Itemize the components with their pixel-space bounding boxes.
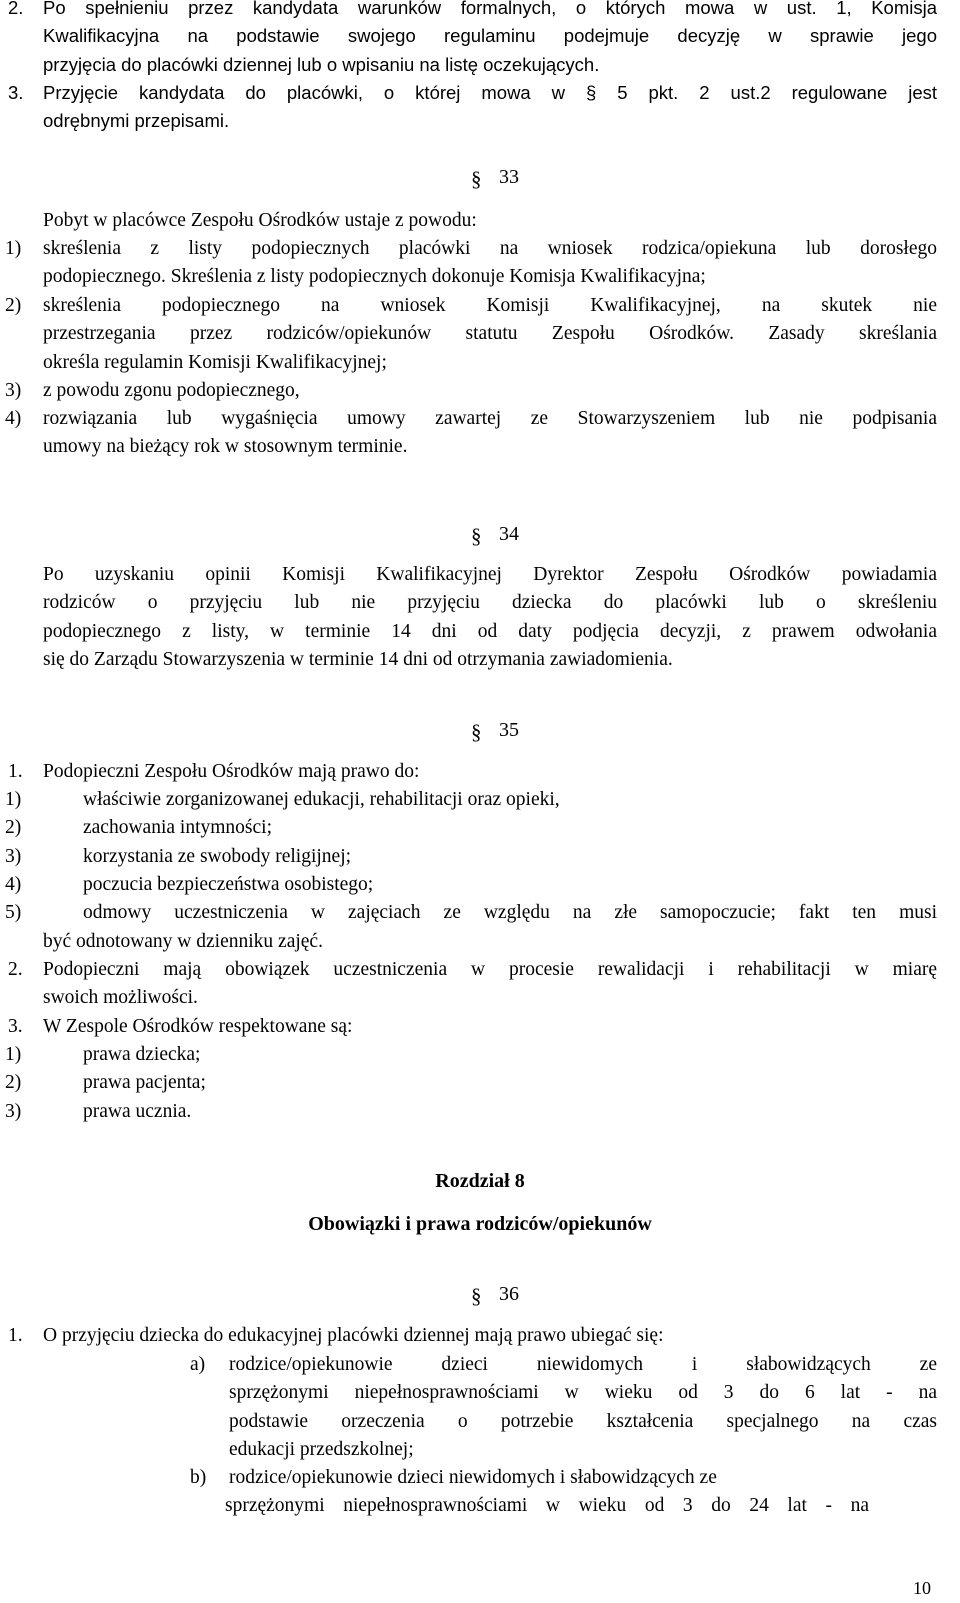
list-item: prawa dziecka; (83, 1044, 201, 1065)
list-number: 1) (5, 789, 22, 810)
list-item: skreślenia podopiecznego na wniosek Komisji Kwalifikacyjnej, na skutek nie przestrzegania przez rodziców/opiekunów statutu Zespołu Ośrodków. Zasady skreślania określa regulamin Komisji Kwalifikacyjnej; (43, 295, 937, 373)
list-item: odmowy uczestniczenia w zajęciach ze względu na złe samopoczucie; fakt ten musi (83, 902, 937, 923)
list-number: 3) (5, 380, 22, 401)
item-3-text (43, 79, 937, 136)
list-item: korzystania ze swobody religijnej; (83, 846, 352, 867)
list-item: skreślenia z listy podopiecznych placówki na wniosek rodzica/opiekuna lub dorosłego podopiecznego. Skreślenia z listy podopiecznych dokonuje Komisja Kwalifikacyjna; (43, 238, 937, 288)
section-34: Po uzyskaniu opinii Komisji Kwalifikacyjnej Dyrektor Zespołu Ośrodków powiadamia rodziców o przyjęciu lub nie przyjęciu dziecka do placówki lub o skreśleniu podopiecznego z listy, w terminie 14 dni od daty podjęcia decyzji, z prawem odwołania się do Zarządu Stowarzyszenia w terminie 14 dni od otrzymania zawiadomienia. (43, 564, 937, 670)
list-letter: a) (190, 1354, 206, 1375)
text-line: Kwalifikacyjna na podstawie swojego regulaminu podejmuje decyzję w sprawie jego (43, 25, 937, 47)
list-item: prawa ucznia. (83, 1101, 192, 1122)
list-item: zachowania intymności; (83, 817, 272, 838)
list-number: 1) (5, 1044, 22, 1065)
section-33-intro: Pobyt w placówce Zespołu Ośrodków ustaje z powodu: (43, 210, 477, 231)
list-item: poczucia bezpieczeństwa osobistego; (83, 874, 374, 895)
text-line: odrębnymi przepisami. (43, 110, 230, 132)
list-number: 2) (5, 817, 22, 838)
section-34-heading: 34 (499, 523, 519, 545)
point-number: 1. (8, 1325, 23, 1346)
list-item: rodzice/opiekunowie dzieci niewidomych i słabowidzących ze sprzężonymi niepełnosprawnościami w wieku od 3 do 24 lat - na (225, 1467, 869, 1517)
list-number: 2) (5, 1072, 22, 1093)
text-line: Po spełnieniu przez kandydata warunków formalnych, o których mowa w ust. 1, Komisja (43, 0, 937, 18)
section-35-heading: 35 (499, 719, 519, 741)
item-number: 3. (8, 82, 24, 103)
section-36-heading: 36 (499, 1283, 519, 1305)
point-text: O przyjęciu dziecka do edukacyjnej placówki dziennej mają prawo ubiegać się: (43, 1325, 664, 1346)
list-number: 3) (5, 1101, 22, 1122)
text-line: Przyjęcie kandydata do placówki, o której mowa w § 5 pkt. 2 ust.2 regulowane jest (43, 82, 937, 103)
section-33-heading: 33 (499, 166, 519, 188)
list-letter: b) (190, 1467, 207, 1488)
point-number: 3. (8, 1016, 23, 1037)
point-number: 1. (8, 761, 23, 782)
list-number: 1) (5, 238, 22, 259)
list-number: 4) (5, 408, 22, 429)
list-item: prawa pacjenta; (83, 1072, 206, 1093)
list-item: właściwie zorganizowanej edukacji, rehabilitacji oraz opieki, (83, 789, 560, 810)
list-number: 5) (5, 902, 22, 923)
list-item-continuation: być odnotowany w dzienniku zajęć. (43, 931, 323, 952)
list-number: 3) (5, 846, 22, 867)
list-number: 2) (5, 295, 22, 316)
point-text: Podopieczni mają obowiązek uczestniczenia w procesie rewalidacji i rehabilitacji w miarę swoich możliwości. (43, 959, 937, 1009)
list-item: rozwiązania lub wygaśnięcia umowy zawartej ze Stowarzyszeniem lub nie podpisania umowy na bieżący rok w stosownym terminie. (43, 408, 937, 458)
point-text: Podopieczni Zespołu Ośrodków mają prawo do: (43, 761, 420, 782)
text-line: przyjęcia do placówki dziennej lub o wpisaniu na listę oczekujących. (43, 53, 600, 75)
chapter-title: Rozdział 8 (435, 1170, 525, 1192)
item-2-text (43, 0, 937, 79)
point-text: W Zespole Ośrodków respektowane są: (43, 1016, 353, 1037)
list-number: 4) (5, 874, 22, 895)
chapter-subtitle: Obowiązki i prawa rodziców/opiekunów (308, 1213, 652, 1235)
item-number: 2. (8, 0, 24, 18)
list-item: rodzice/opiekunowie dzieci niewidomych i słabowidzących ze sprzężonymi niepełnosprawnościami w wieku od 3 do 6 lat - na podstawie orzeczenia o potrzebie kształcenia specjalnego na czas edukacji przedszkolnej; (229, 1354, 937, 1460)
list-item: z powodu zgonu podopiecznego, (43, 380, 300, 401)
point-number: 2. (8, 959, 23, 980)
page-number: 10 (913, 1578, 931, 1598)
